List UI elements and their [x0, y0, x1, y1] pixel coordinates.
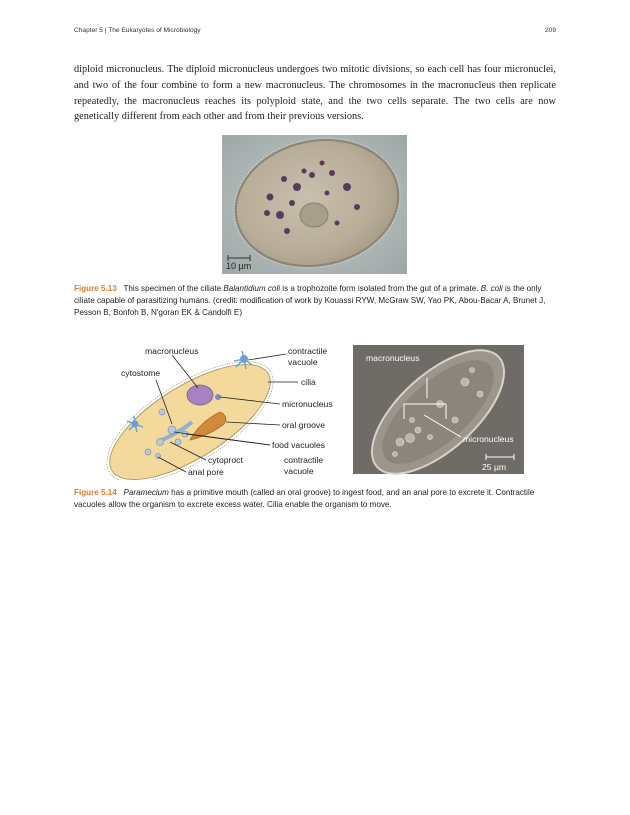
caption-text: is a trophozoite form isolated from the gut of a primate.	[280, 284, 481, 293]
label-food-vacuoles: food vacuoles	[272, 440, 326, 450]
running-header-chapter: Chapter 5 | The Eukaryotes of Microbiology	[74, 27, 201, 34]
label-cilia: cilia	[301, 377, 316, 387]
label-contractile-vacuole-bottom-1: contractile	[284, 455, 324, 465]
body-paragraph: diploid micronucleus. The diploid micronucleus undergoes two mitotic divisions, so each cell has four micronuclei, and two of the four combine to form a new macronucleus. The chromosomes in the macronucleus then replicate repeatedly, the macronucleus reaches its polyploid state, and the two cells separate. The two cells are now genetically different from each other and from their previous versions.	[74, 64, 556, 123]
figure-5-13-caption	[74, 283, 556, 319]
paramecium-figure	[100, 342, 530, 480]
caption-italic: B. coli	[480, 284, 503, 293]
micro-scale-bar-label: 25 µm	[482, 462, 507, 472]
caption-italic: Paramecium	[123, 488, 169, 497]
label-contractile-vacuole-top-1: contractile	[288, 346, 328, 356]
label-contractile-vacuole-top-2: vacuole	[288, 357, 318, 367]
caption-text: is the only ciliate capable of parasitizing humans. (credit: modification of work by Kouassi RYW, McGraw SW, Yao PK, Abou-Bacar A, Brunet J, Pesson B, Bonfoh B, N'goran EK & Candolfi E)	[74, 284, 546, 317]
label-cytoproct: cytoproct	[208, 455, 243, 465]
figure-label: Figure 5.13	[74, 284, 117, 293]
label-macronucleus: macronucleus	[145, 346, 199, 356]
micro-label-macronucleus: macronucleus	[366, 353, 420, 363]
label-contractile-vacuole-bottom-2: vacuole	[284, 466, 314, 476]
label-anal-pore: anal pore	[188, 467, 224, 477]
paramecium-micrograph	[352, 342, 525, 480]
paramecium-diagram	[100, 342, 291, 480]
micro-label-micronucleus: micronucleus	[463, 434, 514, 444]
caption-text: This specimen of the ciliate	[123, 284, 224, 293]
label-oral-groove: oral groove	[282, 420, 325, 430]
balantidium-coli-micrograph	[222, 135, 407, 274]
figure-label: Figure 5.14	[74, 488, 117, 497]
label-micronucleus: micronucleus	[282, 399, 333, 409]
caption-italic: Balantidium coli	[223, 284, 281, 293]
caption-text: has a primitive mouth (called an oral groove) to ingest food, and an anal pore to excrete it. Contractile vacuoles allow the organism to excrete excess water. Cilia enable the organism to move.	[74, 488, 535, 509]
figure-5-14-caption	[74, 487, 556, 511]
page-number: 209	[544, 27, 556, 34]
label-cytostome: cytostome	[121, 368, 161, 378]
scale-bar-label: 10 µm	[226, 261, 252, 271]
